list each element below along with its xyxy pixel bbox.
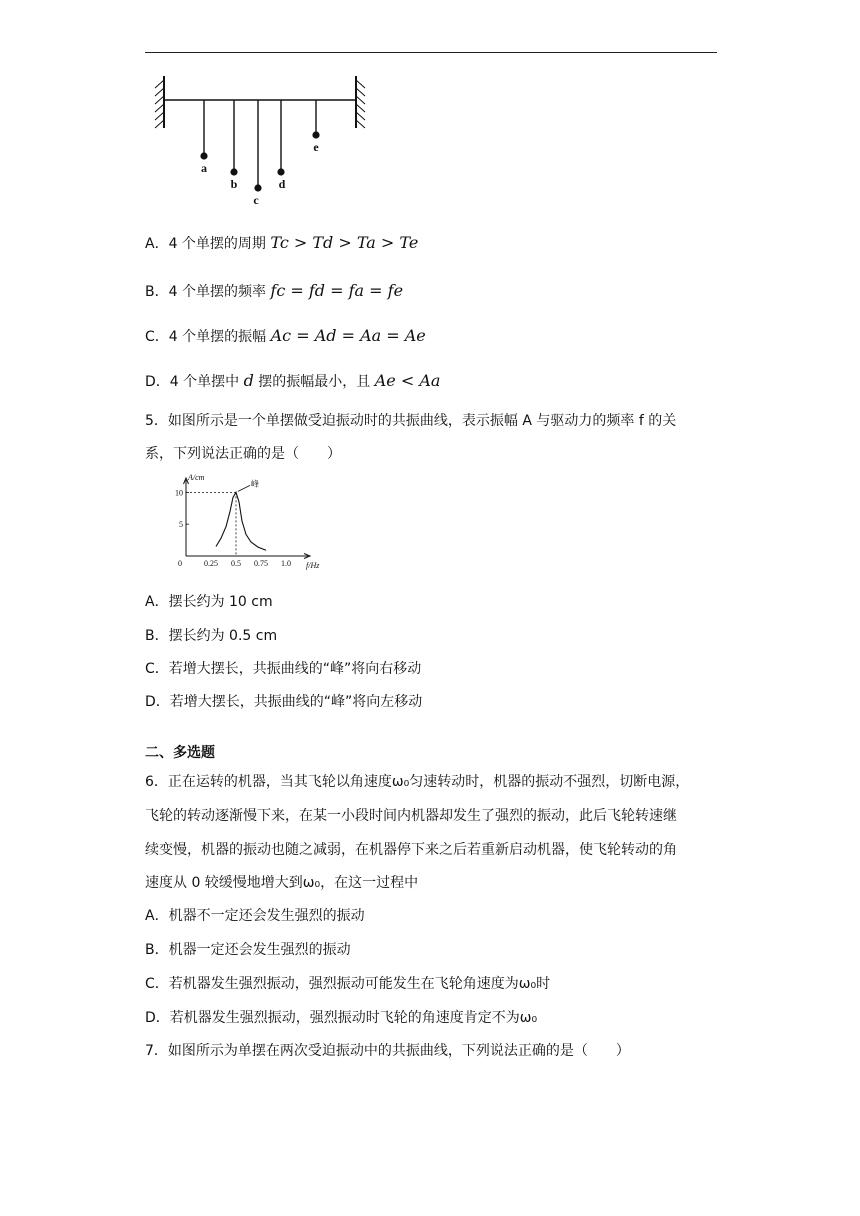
x-tick-label: 1.0 — [281, 559, 291, 568]
q5-stem-line2: 系，下列说法正确的是（ ） — [145, 446, 341, 462]
q6-option-a: A．机器不一定还会发生强烈的振动 — [145, 908, 365, 924]
pendulum-figure — [150, 76, 382, 208]
q4-option-d — [145, 371, 440, 392]
q6-option-d: D．若机器发生强烈振动，强烈振动时飞轮的角速度肯定不为ω₀ — [145, 1010, 538, 1026]
option-math: Ac = Ad = Aa = Ae — [270, 326, 426, 345]
q7-stem: 7．如图所示为单摆在两次受迫振动中的共振曲线，下列说法正确的是（ ） — [145, 1043, 630, 1059]
q6-option-c: C．若机器发生强烈振动，强烈振动可能发生在飞轮角速度为ω₀时 — [145, 976, 551, 992]
option-text: 4 个单摆的振幅 — [168, 329, 267, 345]
header-rule — [145, 52, 717, 53]
pendulum-label-d: d — [278, 177, 286, 191]
section-heading: 二、多选题 — [145, 745, 215, 761]
x-tick-label: 0.75 — [254, 559, 268, 568]
option-text: 4 个单摆的频率 — [168, 284, 266, 300]
q5-stem-line1 — [145, 411, 676, 431]
q5-number: 5． — [145, 413, 168, 429]
option-prefix: B． — [145, 284, 169, 300]
option-math: Tc > Td > Ta > Te — [270, 233, 419, 252]
q5-option-d: D．若增大摆长，共振曲线的“峰”将向左移动 — [145, 694, 423, 710]
q4-option-c — [145, 326, 426, 347]
option-math: Ae < Aa — [374, 371, 441, 390]
q6-stem-line3: 续变慢，机器的振动也随之减弱，在机器停下来之后若重新启动机器，使飞轮转动的角 — [145, 842, 677, 858]
option-math-mid: d — [243, 371, 254, 390]
option-prefix: A． — [145, 236, 169, 252]
peak-arrow — [238, 485, 250, 491]
pendulum-label-a: a — [201, 161, 207, 175]
pendulum-label-c: c — [253, 193, 259, 207]
q5-option-a: A．摆长约为 10 cm — [145, 594, 273, 610]
q5-option-b: B．摆长约为 0.5 cm — [145, 628, 278, 644]
resonance-curve — [216, 492, 266, 550]
option-prefix: C． — [145, 329, 169, 345]
y-axis-label: A/cm — [188, 473, 205, 482]
peak-annotation: 峰 — [251, 479, 259, 489]
q4-option-a — [145, 233, 418, 254]
q4-option-b — [145, 281, 403, 302]
q5-option-c: C．若增大摆长，共振曲线的“峰”将向右移动 — [145, 661, 422, 677]
option-text: 4 个单摆的周期 — [168, 236, 266, 252]
pendulum-label-b: b — [230, 177, 238, 191]
option-text: 4 个单摆中 — [169, 374, 240, 390]
option-math: fc = fd = fa = fe — [270, 281, 404, 300]
q6-stem-line1: 6．正在运转的机器，当其飞轮以角速度ω₀匀速转动时，机器的振动不强烈，切断电源， — [145, 774, 690, 790]
x-tick-label: 0.5 — [231, 559, 241, 568]
option-text2: 摆的振幅最小，且 — [258, 374, 371, 390]
q6-stem-line4: 速度从 0 较缓慢地增大到ω₀，在这一过程中 — [145, 875, 419, 891]
y-tick-label: 0 — [178, 559, 182, 568]
pendulum-label-e: e — [313, 140, 319, 154]
x-tick-label: 0.25 — [204, 559, 218, 568]
resonance-chart — [168, 473, 320, 576]
x-axis-label: f/Hz — [306, 561, 320, 570]
q6-stem-line2: 飞轮的转动逐渐慢下来，在某一小段时间内机器却发生了强烈的振动，此后飞轮转速继 — [145, 808, 677, 824]
option-prefix: D． — [145, 374, 170, 390]
q6-option-b: B．机器一定还会发生强烈的振动 — [145, 942, 351, 958]
y-tick-label: 10 — [175, 488, 183, 498]
y-tick-label: 5 — [179, 520, 183, 530]
q5-stem-text1: 如图所示是一个单摆做受迫振动时的共振曲线，表示振幅 A 与驱动力的频率 f 的关 — [167, 413, 677, 429]
